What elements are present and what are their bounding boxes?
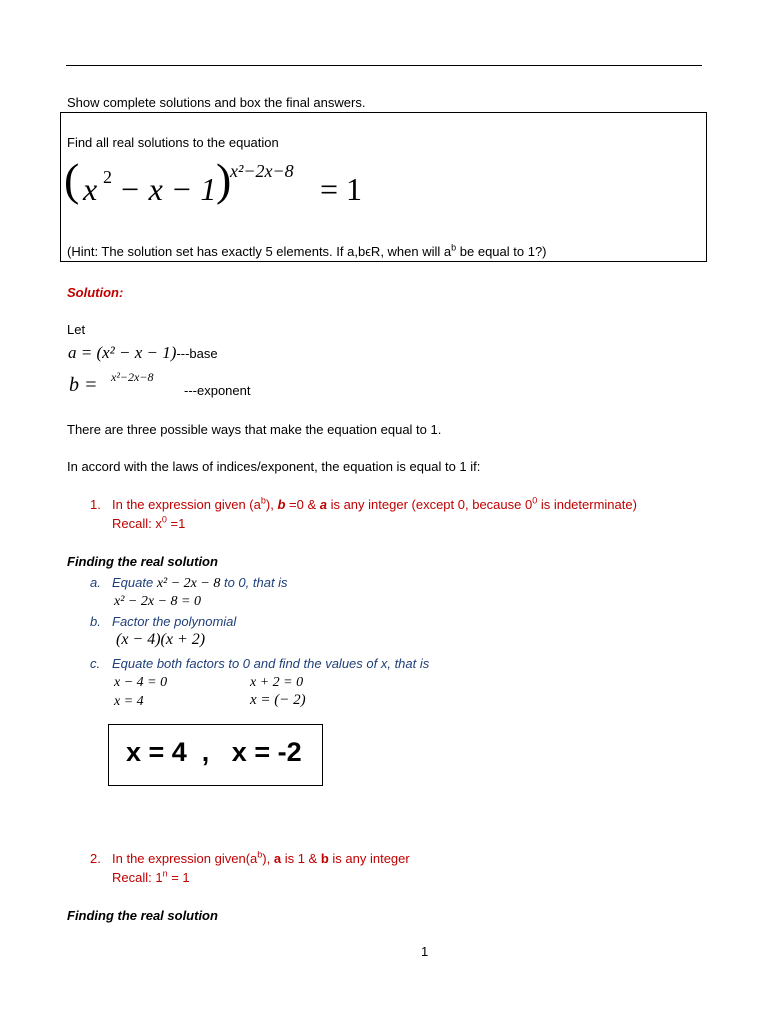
case1-recall: Recall: $x^0 =1$ <box>112 514 186 531</box>
solution-heading: Solution: <box>67 285 124 300</box>
finding-heading-2: Finding the real solution <box>67 908 218 923</box>
page-number: 1 <box>421 944 429 959</box>
three-ways-text: There are three possible ways that make the equation equal to 1. <box>67 422 442 437</box>
step-c-left1: x − 4 = 0 <box>114 675 168 690</box>
case2-recall: Recall: $1^n = 1$ <box>112 868 190 885</box>
equation-exponent: x²−2x−8 <box>230 161 294 181</box>
equation-rhs: = 1 <box>320 171 363 207</box>
case1-item: 1. In the expression given $(a^b)$, b =0 & a is any integer (except 0, because $0^0$ is indeterminate) <box>90 495 637 512</box>
step-c-right1: x + 2 = 0 <box>250 675 304 690</box>
step-b-expression: (x − 4)(x + 2) <box>116 631 206 648</box>
step-c-right2: x = (− 2) <box>250 692 306 708</box>
step-b: b. Factor the polynomial <box>90 614 237 629</box>
finding-heading-1: Finding the real solution <box>67 554 218 569</box>
step-c: c. Equate both factors to 0 and find the values of x, that is <box>90 656 430 671</box>
case2-item: 2. In the expression $given(a^b)$, a is 1 & b is any integer <box>90 849 410 866</box>
equation-base-rest: − x − 1 <box>119 171 217 207</box>
step-c-left2: x = 4 <box>114 694 144 709</box>
step-a-equation: x² − 2x − 8 = 0 <box>114 594 201 609</box>
hint-text: (Hint: The solution set has exactly 5 elements. If a,bϵR, when will $a^b$ be equal to 1?) <box>67 242 547 259</box>
header-rule <box>66 65 702 66</box>
step-a: a. Equate x² − 2x − 8 to 0, that is <box>90 575 288 591</box>
problem-prompt: Find all real solutions to the equation <box>67 135 279 150</box>
instruction-text: Show complete solutions and box the final answers. <box>67 95 366 110</box>
let-label: Let <box>67 322 86 337</box>
def-a: a = (x² − x − 1)---base <box>68 343 218 362</box>
answer-1: x = 4 , x = -2 <box>126 737 302 767</box>
laws-text: In accord with the laws of indices/exponent, the equation is equal to 1 if: <box>67 459 481 474</box>
